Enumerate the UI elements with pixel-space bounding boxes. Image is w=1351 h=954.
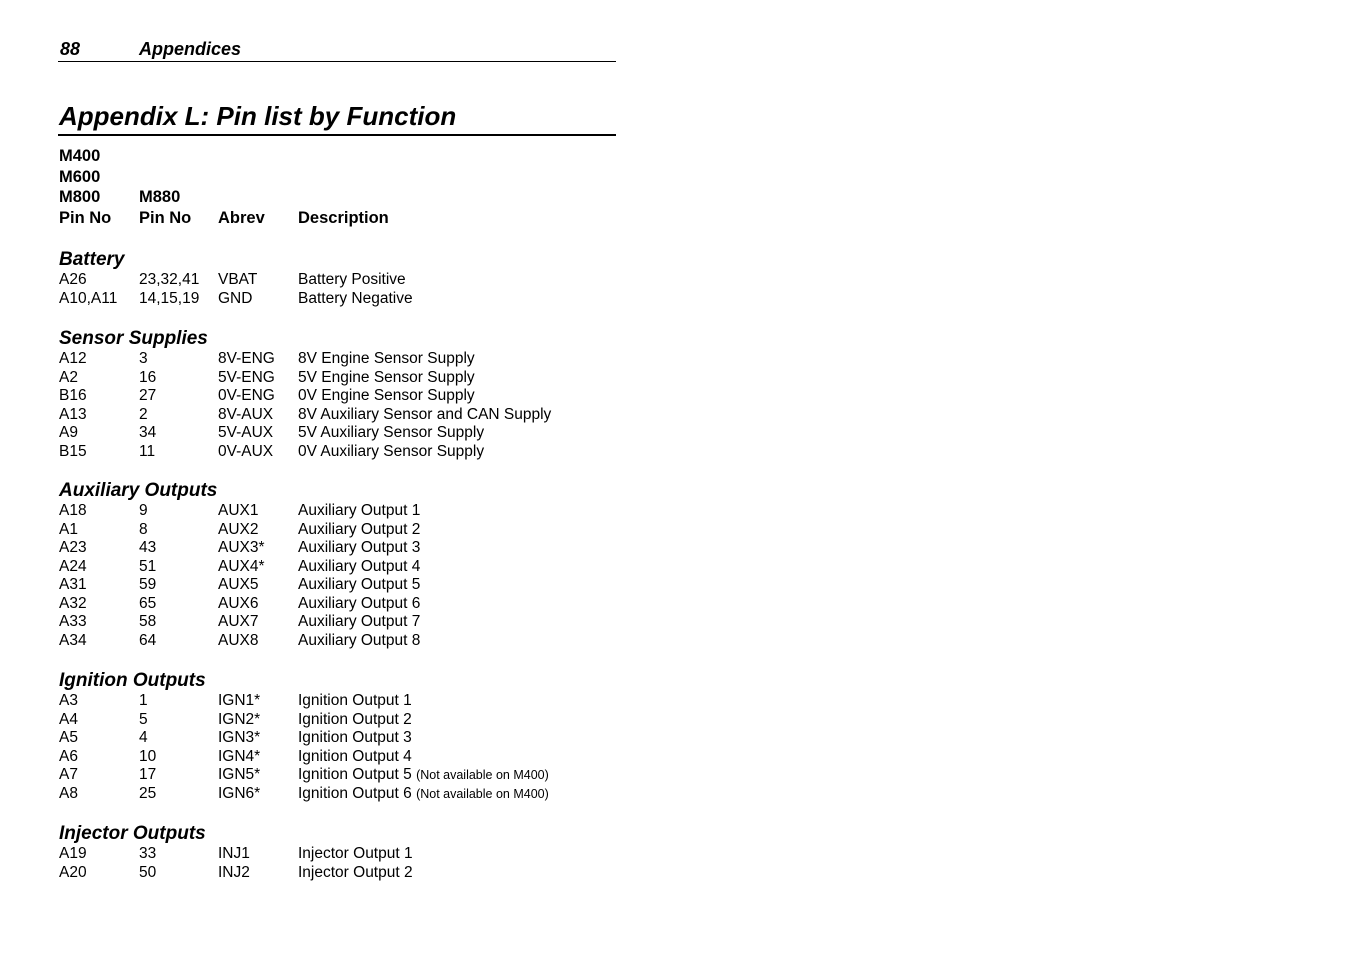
pin-description-text: Auxiliary Output 3 xyxy=(298,539,421,556)
pin-m880: 23,32,41 xyxy=(139,271,200,288)
pin-description-text: Auxiliary Output 2 xyxy=(298,520,421,538)
pin-m880: 25 xyxy=(139,784,157,802)
pin-note: (Not available on M400) xyxy=(416,768,549,782)
pin-description xyxy=(298,406,551,425)
pin-description-text: Injector Output 2 xyxy=(298,863,413,881)
pin-m800: A33 xyxy=(59,613,87,630)
pin-row xyxy=(59,350,475,369)
pin-note: (Not available on M400) xyxy=(416,786,549,801)
pin-m800: A3 xyxy=(59,692,78,709)
pin-m800: A23 xyxy=(59,539,87,556)
pin-row xyxy=(59,845,413,864)
pin-description xyxy=(298,729,412,748)
pin-m880: 59 xyxy=(139,576,157,593)
pin-m800: A10,A11 xyxy=(59,289,118,307)
pin-m800: A13 xyxy=(59,405,87,423)
pin-description-text: 5V Auxiliary Sensor Supply xyxy=(298,424,485,441)
pin-m800: A1 xyxy=(59,520,78,538)
header-pin-no-m800: Pin No xyxy=(59,209,112,228)
pin-m800: A34 xyxy=(59,631,87,649)
pin-description-text: 0V Auxiliary Sensor Supply xyxy=(298,442,485,460)
pin-abrev: AUX7 xyxy=(218,613,259,630)
pin-m800: A4 xyxy=(59,710,78,728)
pin-row xyxy=(59,576,421,595)
pin-description xyxy=(298,766,549,785)
pin-row xyxy=(59,631,421,651)
pin-m880: 27 xyxy=(139,387,157,404)
pin-m880: 16 xyxy=(139,368,157,386)
pin-m880: 8 xyxy=(139,520,148,538)
section-title: Auxiliary Outputs xyxy=(59,480,218,501)
pin-row xyxy=(59,784,549,804)
page-number: 88 xyxy=(60,39,81,59)
pin-description xyxy=(298,864,413,883)
pin-row xyxy=(59,863,413,883)
pin-description-text: Battery Positive xyxy=(298,271,406,288)
pin-m880: 17 xyxy=(139,766,157,783)
pin-description xyxy=(298,271,406,290)
pin-row xyxy=(59,539,421,558)
section-sensor-supplies xyxy=(59,328,552,461)
pin-abrev: 0V-ENG xyxy=(218,387,275,404)
pin-description xyxy=(298,290,413,309)
pin-m800: A6 xyxy=(59,747,78,765)
pin-abrev: IGN6* xyxy=(218,784,261,802)
pin-abrev: IGN5* xyxy=(218,766,261,783)
pin-abrev: 5V-ENG xyxy=(218,368,275,386)
pin-abrev: 8V-ENG xyxy=(218,350,275,367)
pin-abrev: INJ1 xyxy=(218,845,250,862)
pin-description-text: Injector Output 1 xyxy=(298,845,413,862)
pin-abrev: INJ2 xyxy=(218,863,250,881)
pin-row xyxy=(59,710,412,730)
pin-m800: A20 xyxy=(59,863,87,881)
pin-description-text: 0V Engine Sensor Supply xyxy=(298,387,475,404)
pin-abrev: AUX5 xyxy=(218,576,259,593)
pin-row xyxy=(59,368,475,388)
pin-m880: 33 xyxy=(139,845,157,862)
pin-description-text: Auxiliary Output 4 xyxy=(298,557,421,575)
pin-description xyxy=(298,539,420,558)
pin-row xyxy=(59,729,412,748)
appendix-title-text: Appendix L: Pin list by Function xyxy=(59,101,457,131)
pin-abrev: AUX2 xyxy=(218,520,259,538)
pin-description-text: Auxiliary Output 1 xyxy=(298,502,421,519)
pin-description-text: Ignition Output 3 xyxy=(298,729,412,746)
pin-row xyxy=(59,613,421,632)
pin-m880: 11 xyxy=(139,442,156,460)
pin-m880: 34 xyxy=(139,424,157,441)
pin-m880: 1 xyxy=(139,692,148,709)
pin-row xyxy=(59,557,421,577)
pin-row xyxy=(59,692,412,711)
pin-row xyxy=(59,442,485,462)
section-title: Injector Outputs xyxy=(59,823,206,844)
pin-abrev: AUX4* xyxy=(218,557,265,575)
section-battery xyxy=(59,249,413,308)
pin-description-text: Ignition Output 1 xyxy=(298,692,412,709)
running-header-section: Appendices xyxy=(139,39,242,59)
pin-description xyxy=(298,424,484,443)
pin-description xyxy=(298,595,420,614)
header-model-m880: M880 xyxy=(139,188,181,207)
pin-description xyxy=(298,387,475,406)
pin-description-text: Battery Negative xyxy=(298,289,413,307)
pin-row xyxy=(59,747,412,767)
pin-m880: 3 xyxy=(139,350,148,367)
pin-description xyxy=(298,692,412,711)
pin-row xyxy=(59,502,421,521)
pin-m800: A5 xyxy=(59,729,78,746)
pin-description xyxy=(298,558,420,577)
pin-abrev: IGN4* xyxy=(218,747,261,765)
pin-abrev: 8V-AUX xyxy=(218,405,274,423)
pin-description xyxy=(298,632,420,651)
pin-abrev: AUX8 xyxy=(218,631,259,649)
pin-description xyxy=(298,443,484,462)
pin-m880: 9 xyxy=(139,502,148,519)
pin-m800: A9 xyxy=(59,424,78,441)
pin-m880: 14,15,19 xyxy=(139,289,200,307)
pin-row xyxy=(59,387,475,406)
pin-m800: A32 xyxy=(59,594,87,612)
pin-m880: 64 xyxy=(139,631,157,649)
pin-m880: 5 xyxy=(139,710,148,728)
section-title: Battery xyxy=(59,249,125,270)
pin-abrev: IGN3* xyxy=(218,729,261,746)
pin-description xyxy=(298,613,420,632)
pin-row xyxy=(59,424,485,443)
pin-m800: A12 xyxy=(59,350,87,367)
pin-abrev: AUX3* xyxy=(218,539,265,556)
pin-m800: A26 xyxy=(59,271,87,288)
pin-description-text: Ignition Output 2 xyxy=(298,710,412,728)
pin-description xyxy=(298,748,412,767)
pin-abrev: GND xyxy=(218,289,253,307)
pin-row xyxy=(59,766,549,785)
pin-m880: 65 xyxy=(139,594,157,612)
pin-m800: A24 xyxy=(59,557,87,575)
pin-m800: A31 xyxy=(59,576,87,593)
header-abrev: Abrev xyxy=(218,209,265,228)
pin-description-text: Auxiliary Output 6 xyxy=(298,594,421,612)
header-description: Description xyxy=(298,209,389,228)
pin-description-text: 8V Auxiliary Sensor and CAN Supply xyxy=(298,405,552,423)
pin-abrev: AUX1 xyxy=(218,502,259,519)
pin-description xyxy=(298,845,413,864)
pin-description-text: Auxiliary Output 8 xyxy=(298,631,421,649)
pin-description-text: Ignition Output 6 xyxy=(298,784,412,802)
pin-description xyxy=(298,369,475,388)
pin-row xyxy=(59,520,421,540)
pin-abrev: IGN2* xyxy=(218,710,261,728)
pin-description xyxy=(298,502,420,521)
pin-abrev: IGN1* xyxy=(218,692,261,709)
pin-m880: 43 xyxy=(139,539,157,556)
pin-m880: 51 xyxy=(139,557,157,575)
pin-description xyxy=(298,576,420,595)
pin-description-text: 5V Engine Sensor Supply xyxy=(298,368,475,386)
header-model-m400: M400 xyxy=(59,147,101,165)
pin-description xyxy=(298,350,475,369)
pin-description xyxy=(298,785,549,804)
pin-m880: 50 xyxy=(139,863,157,881)
pin-m880: 2 xyxy=(139,405,148,423)
pin-m800: A18 xyxy=(59,502,87,519)
pin-row xyxy=(59,405,552,425)
appendix-title xyxy=(58,99,616,136)
pin-m800: A2 xyxy=(59,368,78,386)
pin-row xyxy=(59,289,413,309)
section-injector-outputs xyxy=(59,823,413,882)
pin-m800: B15 xyxy=(59,442,87,460)
pin-abrev: 5V-AUX xyxy=(218,424,274,441)
pin-description-text: Auxiliary Output 5 xyxy=(298,576,421,593)
section-title: Ignition Outputs xyxy=(59,670,206,691)
running-header xyxy=(58,37,616,62)
pin-abrev: VBAT xyxy=(218,271,258,288)
pin-row xyxy=(59,594,421,614)
section-title: Sensor Supplies xyxy=(59,328,208,349)
header-model-m800: M800 xyxy=(59,188,101,207)
pin-m800: B16 xyxy=(59,387,87,404)
pin-description xyxy=(298,711,412,730)
pin-description xyxy=(298,521,420,540)
pin-m800: A7 xyxy=(59,766,78,783)
section-ignition-outputs xyxy=(59,670,549,803)
pin-row xyxy=(59,271,406,290)
pin-description-text: Ignition Output 5 xyxy=(298,766,412,783)
pin-m800: A19 xyxy=(59,845,87,862)
pin-abrev: 0V-AUX xyxy=(218,442,274,460)
pin-m880: 58 xyxy=(139,613,157,630)
pin-abrev: AUX6 xyxy=(218,594,259,612)
header-model-m600: M600 xyxy=(59,167,101,186)
pin-m800: A8 xyxy=(59,784,78,802)
pin-description-text: 8V Engine Sensor Supply xyxy=(298,350,475,367)
section-auxiliary-outputs xyxy=(59,480,421,650)
pin-m880: 10 xyxy=(139,747,157,765)
pin-description-text: Ignition Output 4 xyxy=(298,747,412,765)
header-pin-no-m880: Pin No xyxy=(139,209,192,228)
pin-m880: 4 xyxy=(139,729,148,746)
pin-description-text: Auxiliary Output 7 xyxy=(298,613,421,630)
